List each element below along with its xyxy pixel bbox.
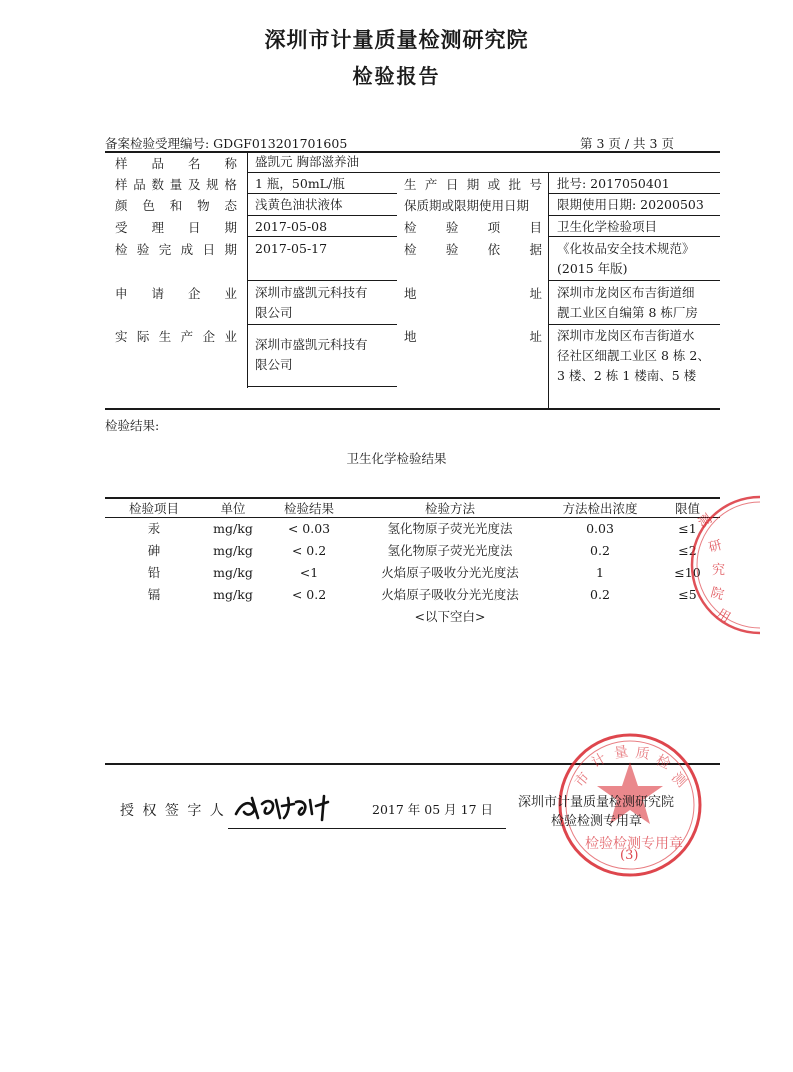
cell: 氢化物原子荧光光度法 — [387, 521, 513, 536]
label-char: 日 — [445, 177, 459, 192]
cell: 火焰原子吸收分光光度法 — [381, 587, 519, 602]
cell: ≤10 — [674, 564, 701, 580]
value-basis — [557, 239, 695, 279]
svg-text:测: 测 — [695, 511, 715, 532]
value-applicant-line: 限公司 — [255, 305, 293, 320]
table-row — [105, 583, 720, 605]
label-char: 业 — [224, 286, 237, 301]
label-char: 址 — [529, 329, 542, 344]
label-qty-spec — [115, 175, 237, 193]
label-char: 样 — [115, 177, 128, 192]
cell: 0.2 — [590, 542, 610, 558]
info-hline — [247, 324, 397, 325]
label-char: 检 — [404, 242, 417, 257]
seal-text-line1: 深圳市计量质量检测研究院 — [518, 795, 675, 810]
value-accept-date: 2017-05-08 — [255, 219, 328, 234]
cell — [105, 605, 203, 627]
seal-number: (3) — [620, 848, 639, 863]
svg-text:研: 研 — [707, 538, 724, 556]
cell: ≤1 — [678, 520, 697, 536]
label-applicant — [115, 284, 237, 302]
label-char: 检 — [404, 220, 417, 235]
value-producer-line: 限公司 — [255, 357, 293, 372]
svg-text:检: 检 — [653, 752, 673, 773]
signature-icon — [232, 790, 350, 824]
blank-note: <以下空白> — [414, 609, 486, 624]
cell: 1 — [596, 564, 604, 580]
value-producer — [255, 335, 368, 375]
cell: 0.2 — [590, 586, 610, 602]
value-applicant-addr-line: 深圳市龙岗区布吉街道细 — [557, 285, 695, 300]
label-char: 验 — [445, 242, 459, 257]
value-applicant-addr — [557, 283, 698, 323]
col-header: 限值 — [674, 500, 700, 516]
cell: 氢化物原子荧光光度法 — [387, 543, 513, 558]
cell — [545, 605, 655, 627]
label-char: 成 — [180, 242, 194, 257]
side-seal — [680, 490, 760, 640]
label-char: 地 — [404, 286, 417, 301]
cell: 铅 — [147, 565, 161, 580]
value-applicant-line: 深圳市盛凯元科技有 — [255, 285, 368, 300]
col-header: 检验项目 — [128, 500, 179, 516]
info-hline — [548, 215, 720, 216]
svg-text:用: 用 — [714, 606, 733, 626]
label-char: 检 — [115, 242, 128, 257]
svg-text:测: 测 — [668, 769, 690, 791]
results-header-row — [105, 498, 720, 517]
svg-text:量: 量 — [612, 743, 630, 762]
sign-date: 2017 年 05 月 17 日 — [372, 802, 493, 817]
label-char: 申 — [115, 286, 128, 301]
info-bottom-rule — [105, 408, 720, 410]
label-char: 量 — [169, 177, 183, 192]
label-char: 品 — [151, 156, 164, 171]
label-char: 生 — [158, 329, 172, 344]
col-header: 单位 — [220, 500, 246, 516]
page-info: 第 3 页 / 共 3 页 — [580, 136, 674, 151]
table-row — [105, 539, 720, 561]
cell: 0.03 — [586, 520, 614, 536]
value-sample-name: 盛凯元 胸部滋养油 — [255, 154, 359, 169]
label-char: 名 — [187, 156, 201, 171]
info-vline-2 — [548, 173, 549, 409]
info-vline-1 — [247, 152, 248, 388]
label-char: 产 — [424, 177, 438, 192]
svg-text:检验检测专用章: 检验检测专用章 — [585, 836, 683, 852]
cell: < 0.2 — [291, 586, 327, 602]
record-number: 备案检验受理编号: GDGF013201701605 — [105, 136, 348, 151]
info-hline — [548, 324, 720, 325]
label-char: 数 — [151, 177, 164, 192]
label-char: 完 — [158, 242, 172, 257]
value-producer-addr — [557, 326, 710, 386]
signature-underline — [228, 828, 506, 829]
info-hline — [247, 172, 720, 173]
label-char: 企 — [202, 329, 216, 344]
label-char: 态 — [224, 198, 237, 213]
label-producer — [115, 327, 237, 345]
label-prod-date — [404, 175, 542, 193]
cell: mg/kg — [213, 542, 253, 558]
label-char: 企 — [187, 286, 201, 301]
svg-text:究: 究 — [712, 563, 726, 578]
cell: 镉 — [147, 587, 161, 602]
value-test-item: 卫生化学检验项目 — [557, 219, 658, 234]
info-hline — [247, 280, 397, 281]
label-char: 目 — [529, 220, 542, 235]
label-char: 验 — [445, 220, 459, 235]
results-table — [105, 498, 720, 627]
value-producer-addr-line: 深圳市龙岗区布吉街道水 — [557, 328, 695, 343]
svg-text:院: 院 — [708, 585, 726, 604]
info-hline — [247, 215, 397, 216]
col-header: 检验结果 — [283, 500, 334, 516]
value-finish-date: 2017-05-17 — [255, 241, 328, 256]
label-char: 地 — [404, 329, 417, 344]
value-producer-line: 深圳市盛凯元科技有 — [255, 337, 368, 352]
cell — [263, 605, 355, 627]
label-applicant-addr — [404, 284, 542, 302]
label-char: 理 — [151, 220, 164, 235]
col-header: 方法检出浓度 — [562, 500, 638, 516]
label-char: 产 — [180, 329, 194, 344]
label-char: 据 — [529, 242, 542, 257]
label-char: 和 — [169, 198, 183, 213]
label-test-item — [404, 218, 542, 236]
label-char: 业 — [224, 329, 237, 344]
label-char: 期 — [466, 177, 480, 192]
cell: 汞 — [147, 521, 161, 536]
cell: ≤5 — [678, 586, 697, 602]
value-basis-line: (2015 年版) — [557, 261, 628, 276]
label-sample-name — [115, 154, 237, 172]
label-finish-date — [115, 240, 237, 258]
label-color-state — [115, 196, 237, 214]
label-char: 期 — [224, 242, 237, 257]
label-char: 受 — [115, 220, 128, 235]
svg-text:市: 市 — [571, 769, 594, 791]
label-accept-date — [115, 218, 237, 236]
label-char: 期 — [224, 220, 237, 235]
value-applicant-addr-line: 靓工业区自编第 8 栋厂房 — [557, 305, 698, 320]
info-hline — [247, 386, 397, 387]
label-char: 颜 — [115, 198, 128, 213]
label-producer-addr — [404, 327, 542, 345]
label-basis — [404, 240, 542, 258]
label-char: 号 — [529, 177, 542, 192]
report-title: 检验报告 — [352, 64, 441, 88]
cell — [203, 605, 263, 627]
label-char: 格 — [224, 177, 237, 192]
table-row — [105, 605, 720, 627]
info-hline — [548, 280, 720, 281]
label-char: 际 — [136, 329, 150, 344]
label-char: 规 — [206, 177, 219, 192]
label-char: 实 — [115, 329, 128, 344]
value-producer-addr-line: 径社区细靓工业区 8 栋 2、 — [557, 348, 710, 363]
label-char: 请 — [151, 286, 164, 301]
table-row — [105, 517, 720, 539]
value-shelf: 限期使用日期: 20200503 — [557, 197, 704, 212]
label-char: 物 — [197, 198, 210, 213]
label-char: 日 — [202, 242, 216, 257]
cell: mg/kg — [213, 520, 253, 536]
seal-text-line2: 检验检测专用章 — [551, 814, 643, 829]
value-applicant — [255, 283, 368, 323]
cell: < 0.03 — [287, 520, 331, 536]
label-shelf: 保质期或限期使用日期 — [404, 198, 530, 213]
label-char: 样 — [115, 156, 128, 171]
cell: mg/kg — [213, 564, 253, 580]
label-char: 色 — [142, 198, 155, 213]
svg-text:计: 计 — [589, 750, 610, 772]
value-basis-line: 《化妆品安全技术规范》 — [557, 241, 695, 256]
table-row — [105, 561, 720, 583]
label-char: 批 — [508, 177, 522, 192]
cell: ≤2 — [678, 542, 697, 558]
label-char: 日 — [187, 220, 201, 235]
label-char: 品 — [133, 177, 146, 192]
label-char: 及 — [187, 177, 201, 192]
cell: 砷 — [147, 543, 161, 558]
value-prod-date: 批号: 2017050401 — [557, 176, 670, 191]
cell: 火焰原子吸收分光光度法 — [381, 565, 519, 580]
col-header: 检验方法 — [424, 500, 475, 516]
value-color-state: 浅黄色油状液体 — [255, 197, 343, 212]
cell: <1 — [299, 564, 319, 580]
svg-text:质: 质 — [634, 745, 651, 763]
label-char: 生 — [404, 177, 417, 192]
label-char: 验 — [136, 242, 150, 257]
label-char: 依 — [487, 242, 501, 257]
label-char: 址 — [529, 286, 542, 301]
value-qty-spec: 1 瓶，50mL/瓶 — [255, 176, 345, 191]
cell: mg/kg — [213, 586, 253, 602]
signer-label: 授 权 签 字 人 — [120, 803, 226, 819]
cell: < 0.2 — [291, 542, 327, 558]
label-char: 称 — [224, 156, 237, 171]
results-table-title: 卫生化学检验结果 — [346, 451, 447, 466]
value-producer-addr-line: 3 楼、2 栋 1 楼南、5 楼 — [557, 368, 697, 383]
label-char: 或 — [487, 177, 501, 192]
info-top-rule — [105, 151, 720, 153]
label-char: 项 — [487, 220, 501, 235]
institute-name: 深圳市计量质量检测研究院 — [264, 28, 529, 52]
results-label: 检验结果: — [105, 418, 160, 433]
